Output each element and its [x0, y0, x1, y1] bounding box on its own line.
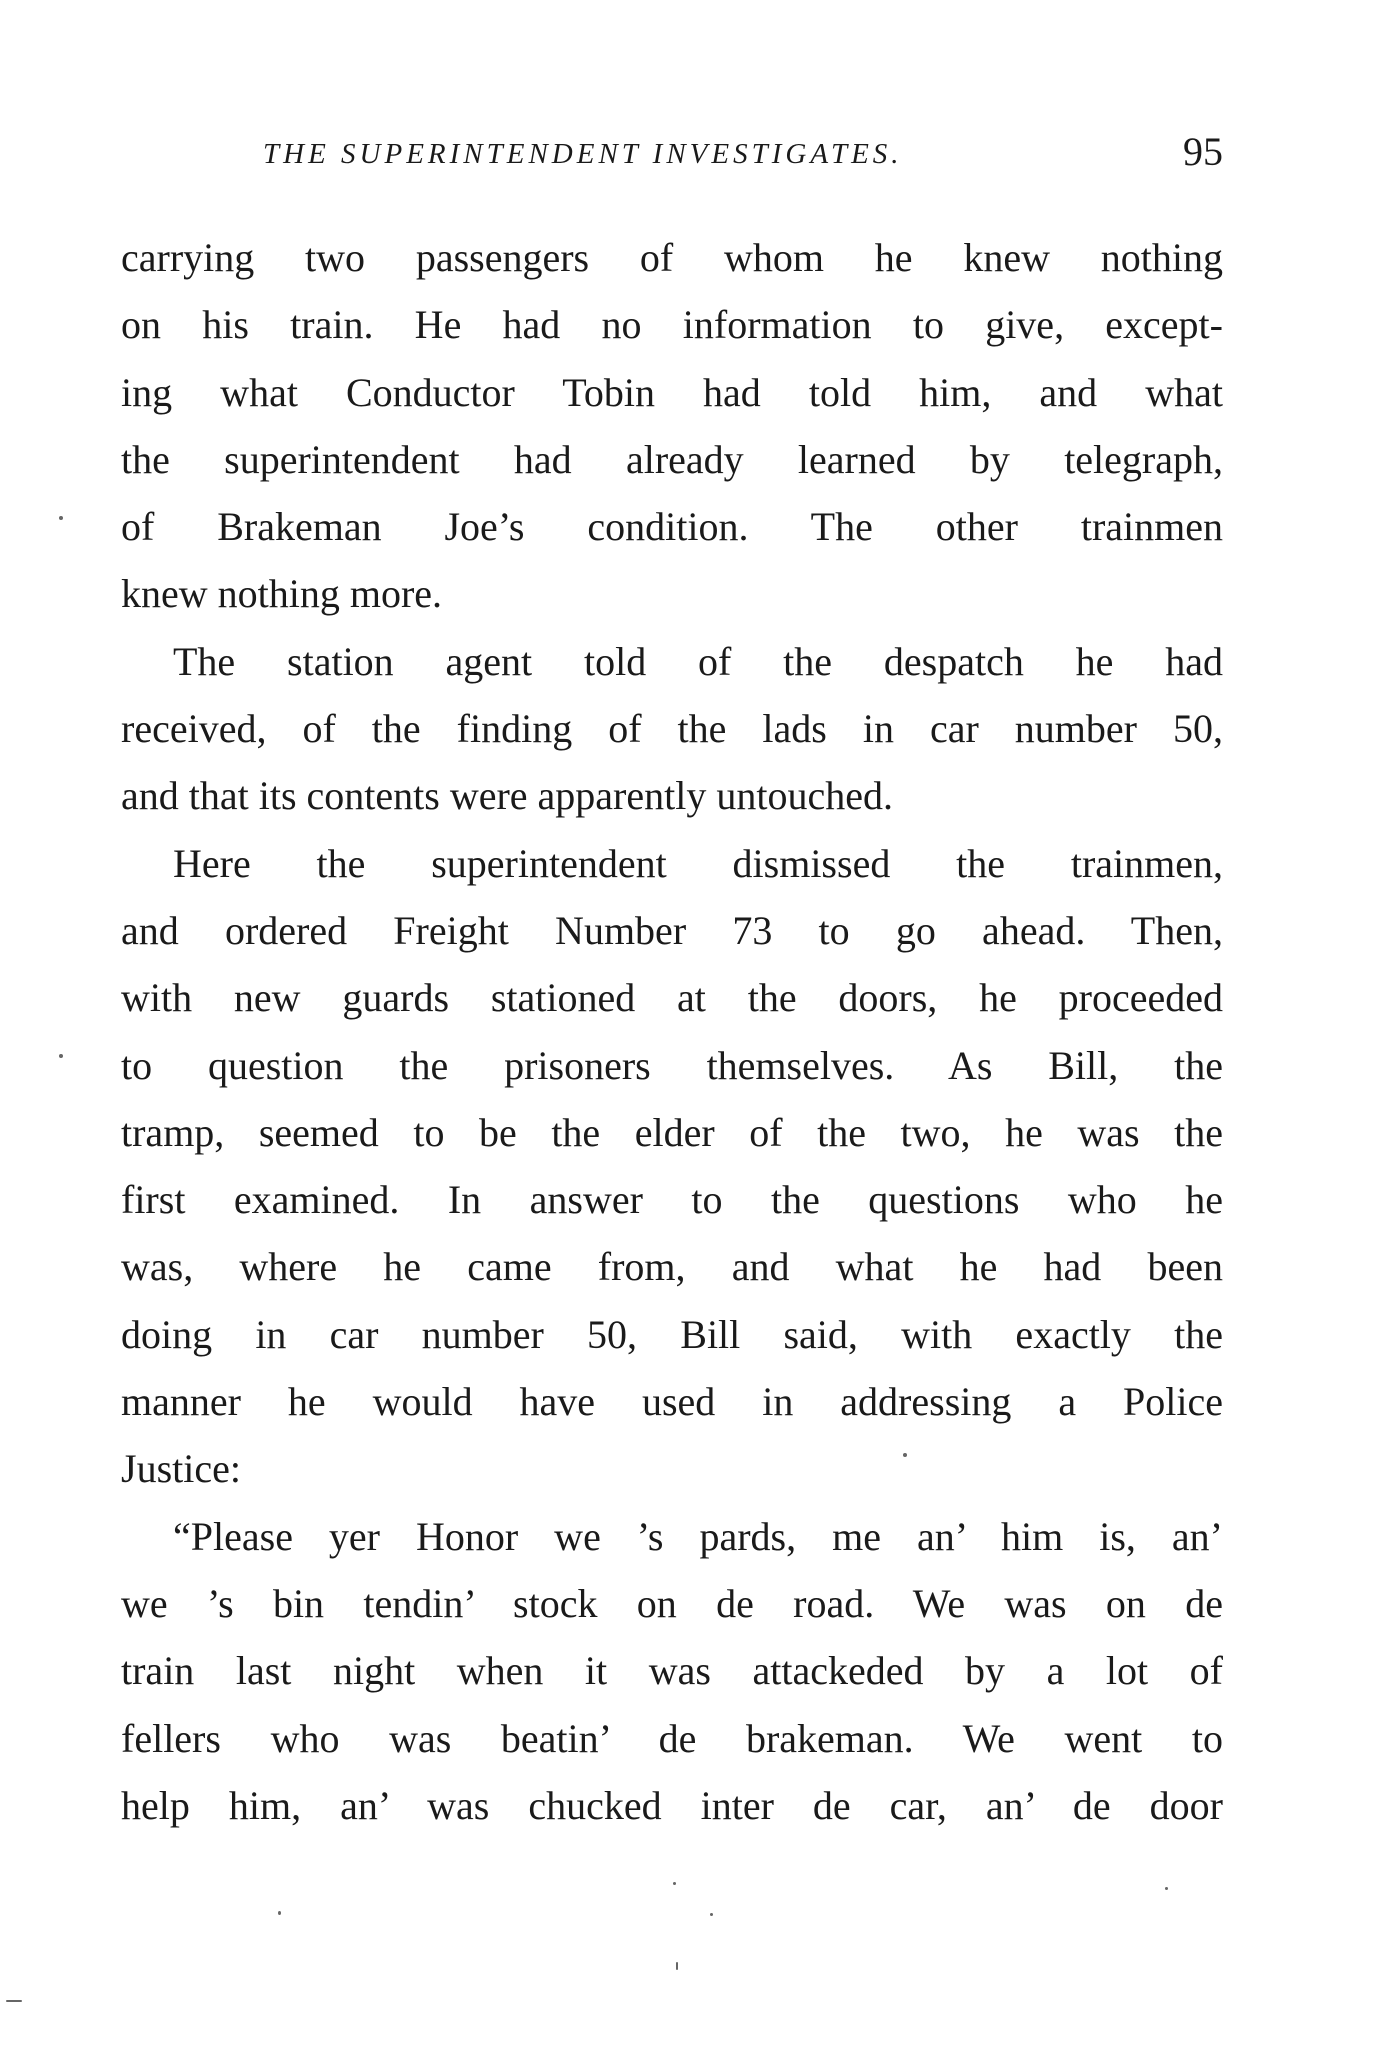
scan-speck: [59, 1054, 63, 1058]
text-line: “Please yer Honor we ’s pards, me an’ him is, an’: [173, 1513, 1223, 1559]
text-line: with new guards stationed at the doors, he proceeded: [121, 975, 1223, 1021]
text-line: received, of the finding of the lads in car number 50,: [121, 706, 1223, 752]
scan-speck: [710, 1913, 713, 1916]
text-line: and ordered Freight Number 73 to go ahead. Then,: [121, 907, 1223, 953]
scan-speck: [676, 1962, 678, 1970]
scan-speck: [903, 1453, 907, 1457]
scan-speck: [278, 1911, 281, 1915]
text-line: The station agent told of the despatch he had: [173, 638, 1223, 684]
text-line: the superintendent had already learned by telegraph,: [121, 436, 1223, 482]
text-line: doing in car number 50, Bill said, with exactly the: [121, 1311, 1223, 1357]
scan-speck: [1165, 1887, 1168, 1890]
text-line: to question the prisoners themselves. As Bill, the: [121, 1042, 1223, 1088]
text-line: ing what Conductor Tobin had told him, and what: [121, 369, 1223, 415]
text-line: train last night when it was attackeded by a lot of: [121, 1648, 1223, 1694]
text-line: and that its contents were apparently untouched.: [121, 773, 893, 819]
body-text: [121, 224, 1223, 1839]
text-line: knew nothing more.: [121, 571, 443, 617]
running-title: THE SUPERINTENDENT INVESTIGATES.: [263, 138, 903, 170]
text-line: was, where he came from, and what he had been: [121, 1244, 1223, 1290]
running-head: [263, 128, 1223, 188]
scan-speck: [59, 516, 63, 520]
scan-speck: [6, 2000, 22, 2002]
text-line: carrying two passengers of whom he knew nothing: [121, 235, 1223, 280]
text-line: fellers who was beatin’ de brakeman. We went to: [121, 1715, 1223, 1761]
text-line: we ’s bin tendin’ stock on de road. We was on de: [121, 1580, 1223, 1626]
text-line: on his train. He had no information to give, except-: [121, 302, 1223, 348]
text-line: of Brakeman Joe’s condition. The other trainmen: [121, 504, 1223, 550]
scan-speck: [673, 1882, 676, 1885]
text-line: tramp, seemed to be the elder of the two, he was the: [121, 1109, 1223, 1155]
page-number: 95: [1183, 129, 1223, 174]
text-line: help him, an’ was chucked inter de car, an’ de door: [121, 1782, 1223, 1828]
text-line: manner he would have used in addressing a Police: [121, 1379, 1223, 1425]
text-line: Here the superintendent dismissed the trainmen,: [173, 840, 1223, 886]
text-line: Justice:: [121, 1446, 241, 1492]
text-line: first examined. In answer to the questions who he: [121, 1177, 1223, 1223]
